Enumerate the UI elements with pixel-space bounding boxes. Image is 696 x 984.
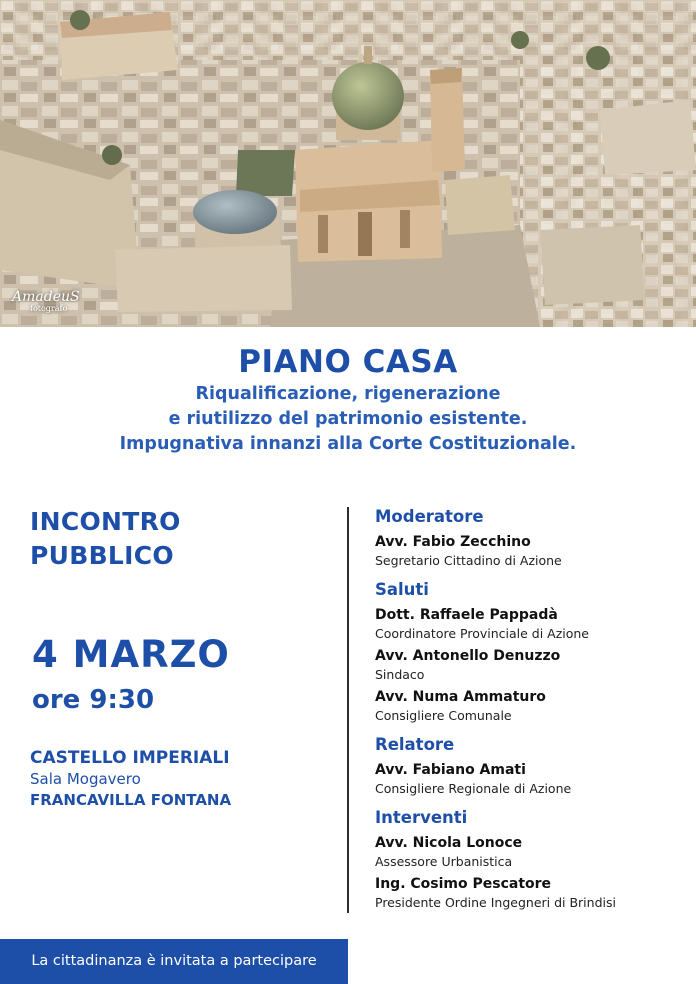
photographer-watermark xyxy=(12,290,80,313)
speaker-role: Segretario Cittadino di Azione xyxy=(375,553,562,568)
speaker-role: Coordinatore Provinciale di Azione xyxy=(375,626,590,641)
aerial-city-illustration xyxy=(0,0,696,327)
speaker-role: Assessore Urbanistica xyxy=(375,854,513,869)
speaker-name: Dott. Raffaele Pappadà xyxy=(375,607,558,623)
speaker-role: Sindaco xyxy=(375,667,425,682)
speaker-role: Consigliere Regionale di Azione xyxy=(375,781,572,796)
speaker-role: Consigliere Comunale xyxy=(375,708,512,723)
title-block xyxy=(0,342,696,457)
section-heading-moderatore: Moderatore xyxy=(375,507,484,526)
speaker-name: Ing. Cosimo Pescatore xyxy=(375,876,552,892)
column-divider xyxy=(347,507,349,913)
invitation-banner: La cittadinanza è invitata a partecipare xyxy=(0,939,348,984)
speaker-name: Avv. Antonello Denuzzo xyxy=(375,648,561,664)
speaker-role: Presidente Ordine Ingegneri di Brindisi xyxy=(375,895,616,910)
event-date: 4 MARZO xyxy=(32,633,230,676)
venue-room: Sala Mogavero xyxy=(30,770,141,788)
watermark-subtitle: fotografo xyxy=(30,304,68,313)
subtitle-line-1: Riqualificazione, rigenerazione xyxy=(195,384,501,404)
venue-name: CASTELLO IMPERIALI xyxy=(30,748,230,768)
event-venue xyxy=(30,747,330,811)
subtitle-line-3: Impugnativa innanzi alla Corte Costituzionale. xyxy=(119,434,577,454)
aerial-city-photo xyxy=(0,0,696,327)
venue-city: FRANCAVILLA FONTANA xyxy=(30,791,232,809)
event-time: ore 9:30 xyxy=(32,685,155,715)
speakers-list xyxy=(375,506,685,911)
event-type-line-2: PUBBLICO xyxy=(30,541,174,570)
section-heading-relatore: Relatore xyxy=(375,735,455,754)
speaker-name: Avv. Fabiano Amati xyxy=(375,762,526,778)
event-type-line-1: INCONTRO xyxy=(30,507,181,536)
speaker-name: Avv. Nicola Lonoce xyxy=(375,835,523,851)
event-details xyxy=(30,505,330,809)
page-title: PIANO CASA xyxy=(238,344,458,380)
section-heading-saluti: Saluti xyxy=(375,580,429,599)
speaker-name: Avv. Numa Ammaturo xyxy=(375,689,546,705)
section-heading-interventi: Interventi xyxy=(375,808,468,827)
speaker-name: Avv. Fabio Zecchino xyxy=(375,534,531,550)
watermark-brand: AmadeuS xyxy=(12,289,80,305)
subtitle-line-2: e riutilizzo del patrimonio esistente. xyxy=(168,409,528,429)
